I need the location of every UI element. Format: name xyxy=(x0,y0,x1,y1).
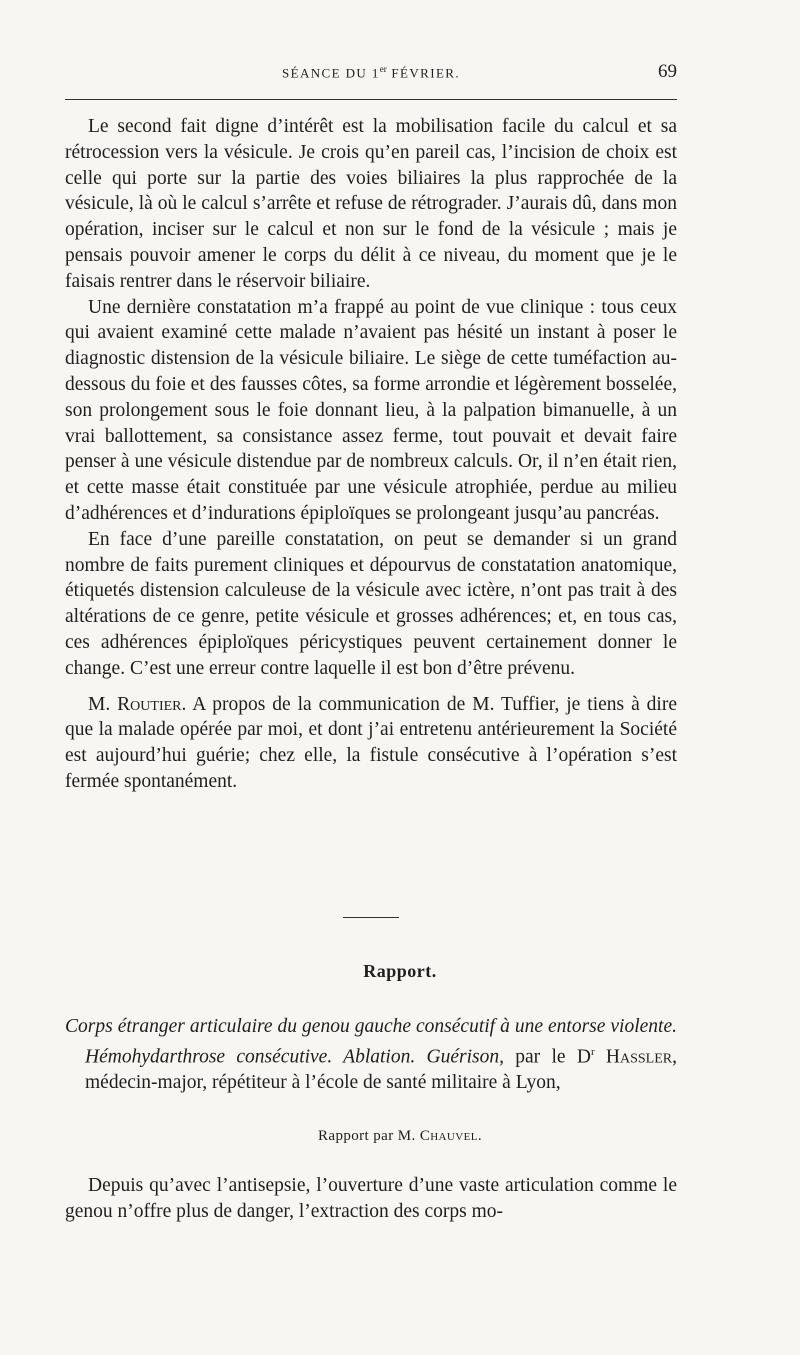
page-number: 69 xyxy=(658,61,677,82)
paragraph-routier xyxy=(65,692,677,795)
reporter-pre: Rapport par M. xyxy=(317,1128,420,1144)
routier-prefix: M. xyxy=(88,693,118,715)
header-rule xyxy=(65,99,677,100)
report-title-italic: Corps étranger articulaire du genou gauche consécutif à une entorse violente. Hémohydarthrose consécutive. Ablation. Guérison, xyxy=(65,1016,677,1068)
running-head-pre: SÉANCE DU 1 xyxy=(281,65,380,81)
reporter-post: . xyxy=(477,1128,482,1144)
paragraph-2: Une dernière constatation m’a frappé au point de vue clinique : tous ceux qui avaient examiné cette malade n’avaient pas hésité un instant à poser le diagnostic distension de la vésicule biliaire. Le siège de cette tuméfaction au-dessous du foie et des fausses côtes, sa forme arrondie et légèrement bosselée, son prolongement sous le foie donnant lieu, à la palpation bimanuelle, à un vrai ballottement, sa consistance assez ferme, tout pouvait et devait faire penser à une vésicule distendue par de nombreux calculs. Or, il n’en était rien, et cette masse était constituée par une vésicule atrophiée, perdue au milieu d’adhérences et d’indurations épiploïques se prolongeant jusqu’au pancréas. xyxy=(65,296,677,524)
reporter-line xyxy=(0,1128,800,1145)
report-paragraph-1: Depuis qu’avec l’antisepsie, l’ouverture d’une vaste articulation comme le genou n’offre plus de danger, l’extraction des corps mo- xyxy=(65,1175,677,1222)
running-head-post: FÉVRIER. xyxy=(386,65,461,81)
running-head xyxy=(65,64,677,81)
page-header xyxy=(65,62,677,88)
report-title xyxy=(65,1014,677,1096)
routier-name: Routier xyxy=(117,693,182,715)
report-author-name: Hassler xyxy=(594,1046,673,1068)
routier-text: . A propos de la communication de M. Tuffier, je tiens à dire que la malade opérée par moi, et dont j’ai entretenu antérieurement la Société est aujourd’hui guérie; chez elle, la fistule consécutive à l’opération s’est fermée spontanément. xyxy=(65,693,677,792)
report-author-sup: r xyxy=(590,1045,595,1058)
reporter-name: Chauvel xyxy=(419,1128,478,1144)
report-body xyxy=(65,1173,677,1225)
section-divider xyxy=(343,917,399,918)
section-title: Rapport. xyxy=(363,961,437,981)
running-head-sup: er xyxy=(379,64,387,74)
report-author-pre: par le D xyxy=(503,1046,591,1068)
paragraph-1: Le second fait digne d’intérêt est la mobilisation facile du calcul et sa rétrocession vers la vésicule. Je crois qu’en pareil cas, l’incision de choix est celle qui porte sur la partie des voies biliaires la plus rapprochée de la vésicule, là où le calcul s’arrête et refuse de rétrograder. J’aurais dû, dans mon opération, inciser sur le calcul et non sur le fond de la vésicule ; mais je pensais pouvoir amener le corps du délit à ce niveau, du moment que je le faisais rentrer dans le réservoir biliaire. xyxy=(65,116,677,292)
paragraph-3: En face d’une pareille constatation, on peut se demander si un grand nombre de faits purement cliniques et dépourvus de constatation anatomique, étiquetés distension calculeuse de la vésicule avec ictère, n’ont pas trait à des altérations de ce genre, petite vésicule et grosses adhérences; et, en tous cas, ces adhérences épiploïques péricystiques peuvent certainement donner le change. C’est une erreur contre laquelle il est bon d’être prévenu. xyxy=(65,528,677,679)
report-heading xyxy=(65,1014,677,1096)
body-text xyxy=(65,114,677,795)
report-author-post: , médecin-major, répétiteur à l’école de santé militaire à Lyon, xyxy=(85,1046,677,1094)
